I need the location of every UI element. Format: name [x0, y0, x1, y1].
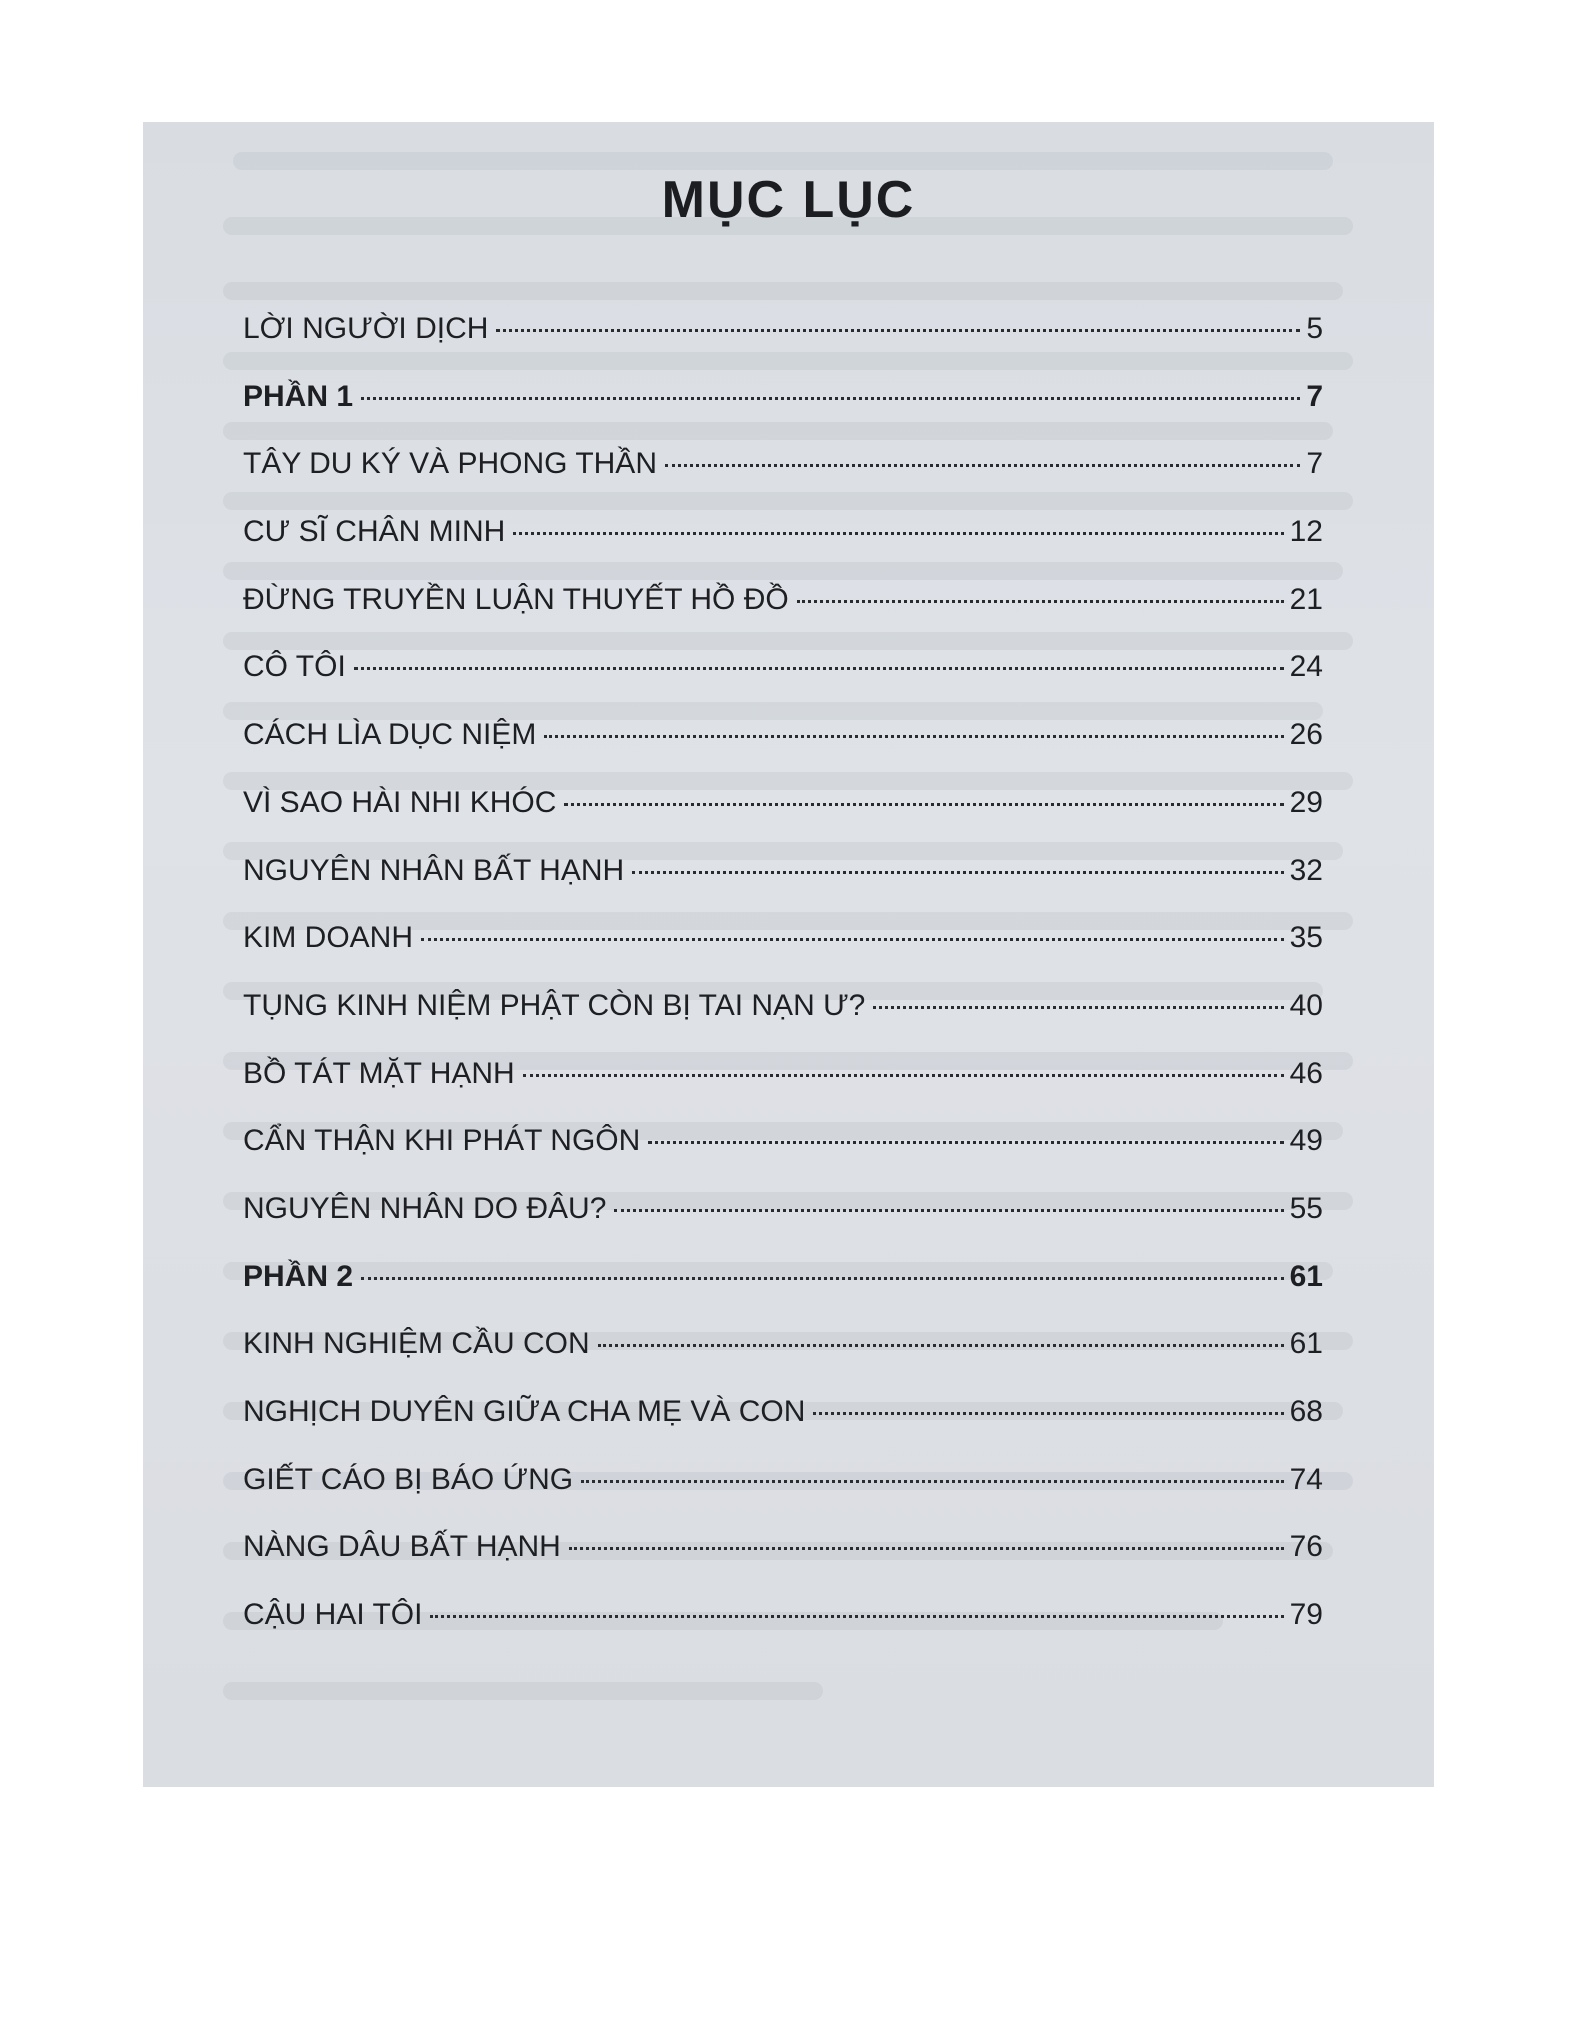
dot-leader — [523, 1074, 1284, 1077]
dot-leader — [361, 1277, 1284, 1280]
toc-entry-label: PHẦN 2 — [243, 1259, 354, 1293]
toc-entry-page-number: 29 — [1289, 785, 1323, 819]
toc-entry — [243, 515, 1323, 583]
toc-entry — [243, 921, 1323, 989]
toc-entry-page-number: 74 — [1289, 1462, 1323, 1496]
toc-entry-page-number: 35 — [1289, 921, 1323, 955]
toc-entry — [243, 1530, 1323, 1598]
toc-entry-page-number: 40 — [1289, 988, 1323, 1022]
toc-entry-label: LỜI NGƯỜI DỊCH — [243, 312, 489, 345]
dot-leader — [873, 1006, 1283, 1009]
dot-leader — [430, 1615, 1283, 1618]
toc-entry-label: VÌ SAO HÀI NHI KHÓC — [243, 785, 557, 819]
toc-entry-label: NGUYÊN NHÂN DO ĐÂU? — [243, 1191, 607, 1225]
toc-entry — [243, 1124, 1323, 1192]
dot-leader — [513, 532, 1283, 535]
toc-part-heading — [243, 380, 1323, 448]
toc-entry — [243, 786, 1323, 854]
toc-entry-page-number: 68 — [1289, 1395, 1323, 1428]
toc-entry-page-number: 24 — [1289, 650, 1323, 684]
toc-entry — [243, 1395, 1323, 1463]
toc-entry-page-number: 32 — [1289, 853, 1323, 887]
toc-entry-page-number: 61 — [1289, 1259, 1323, 1293]
toc-entry — [243, 989, 1323, 1057]
toc-entry-label: NÀNG DÂU BẤT HẠNH — [243, 1530, 561, 1564]
toc-entry-label: NGUYÊN NHÂN BẤT HẠNH — [243, 853, 625, 887]
toc-entry — [243, 718, 1323, 786]
toc-entry-label: CÁCH LÌA DỤC NIỆM — [243, 718, 537, 752]
bleed-through-texture — [223, 1682, 823, 1700]
toc-entry — [243, 1598, 1323, 1666]
toc-entry — [243, 650, 1323, 718]
toc-entry — [243, 583, 1323, 651]
toc-entry-page-number: 79 — [1289, 1598, 1323, 1632]
toc-entry-page-number: 12 — [1289, 515, 1323, 549]
toc-part-heading — [243, 1260, 1323, 1328]
page-title: MỤC LỤC — [661, 171, 916, 229]
dot-leader — [797, 600, 1284, 603]
toc-entry — [243, 1192, 1323, 1260]
dot-leader — [813, 1412, 1283, 1415]
toc-entry-page-number: 26 — [1289, 718, 1323, 752]
dot-leader — [564, 803, 1283, 806]
toc-entry-page-number: 49 — [1289, 1124, 1323, 1158]
dot-leader — [614, 1209, 1283, 1212]
toc-entry-page-number: 76 — [1289, 1530, 1323, 1564]
toc-entry — [243, 447, 1323, 515]
toc-entry-label: GIẾT CÁO BỊ BÁO ỨNG — [243, 1462, 574, 1496]
dot-leader — [598, 1344, 1284, 1347]
toc-entry-label: CƯ SĨ CHÂN MINH — [243, 515, 506, 549]
toc-entry-label: TÂY DU KÝ VÀ PHONG THẦN — [243, 447, 657, 481]
toc-entry-label: CẬU HAI TÔI — [243, 1598, 423, 1632]
toc-entry-label: KINH NGHIỆM CẦU CON — [243, 1327, 590, 1361]
dot-leader — [665, 464, 1300, 467]
dot-leader — [632, 871, 1283, 874]
bleed-through-texture — [223, 282, 1343, 300]
toc-entry-page-number: 7 — [1306, 447, 1323, 481]
dot-leader — [354, 667, 1284, 670]
toc-entry-page-number: 7 — [1306, 379, 1323, 413]
dot-leader — [569, 1547, 1284, 1550]
toc-entry-label: CẨN THẬN KHI PHÁT NGÔN — [243, 1124, 641, 1158]
dot-leader — [421, 938, 1284, 941]
dot-leader — [648, 1141, 1283, 1144]
table-of-contents — [243, 312, 1323, 1666]
toc-entry-label: PHẦN 1 — [243, 379, 354, 413]
toc-entry — [243, 854, 1323, 922]
dot-leader — [581, 1480, 1283, 1483]
toc-entry-label: KIM DOANH — [243, 921, 414, 955]
book-page — [143, 122, 1434, 1787]
toc-entry-page-number: 55 — [1289, 1191, 1323, 1225]
dot-leader — [544, 735, 1283, 738]
toc-entry — [243, 312, 1323, 380]
toc-entry — [243, 1057, 1323, 1125]
toc-entry-label: TỤNG KINH NIỆM PHẬT CÒN BỊ TAI NẠN Ư? — [243, 988, 866, 1022]
toc-entry-page-number: 61 — [1289, 1327, 1323, 1361]
toc-entry-label: ĐỪNG TRUYỀN LUẬN THUYẾT HỒ ĐỒ — [243, 582, 789, 616]
dot-leader — [496, 329, 1300, 332]
toc-entry — [243, 1463, 1323, 1531]
toc-entry-page-number: 46 — [1289, 1056, 1323, 1090]
bleed-through-texture — [233, 152, 1333, 170]
toc-entry-label: CÔ TÔI — [243, 650, 346, 684]
dot-leader — [361, 397, 1300, 400]
toc-entry-label: BỒ TÁT MẶT HẠNH — [243, 1056, 515, 1090]
toc-entry-page-number: 21 — [1289, 582, 1323, 616]
toc-entry-label: NGHỊCH DUYÊN GIỮA CHA MẸ VÀ CON — [243, 1395, 806, 1428]
toc-entry — [243, 1327, 1323, 1395]
toc-entry-page-number: 5 — [1306, 312, 1323, 345]
